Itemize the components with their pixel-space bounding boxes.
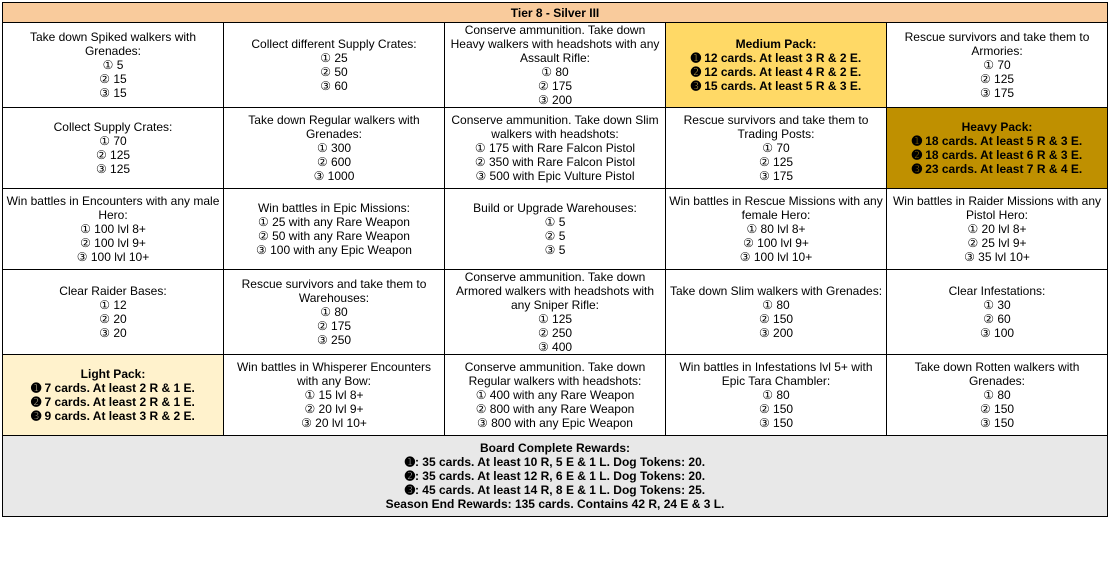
tier-3-goal: ③ 5 [544,243,566,257]
challenge-cell [3,108,224,189]
pack-tier-2: ➋ 18 cards. At least 6 R & 3 E. [911,148,1083,162]
tier-3-goal: ③ 175 [979,86,1015,100]
tier-2-goal: ② 20 [99,312,127,326]
pack-tier-1: ➊ 12 cards. At least 3 R & 2 E. [690,51,862,65]
tier-1-goal: ① 80 [541,65,569,79]
tier-1-goal: ① 70 [983,58,1011,72]
challenge-cell [224,23,445,108]
challenge-cell [3,270,224,355]
tier-2-goal: ② 15 [99,72,127,86]
tier-1-goal: ① 25 with any Rare Weapon [258,215,410,229]
challenge-cell [445,23,666,108]
board-row-4 [3,270,1108,355]
tier-2-goal: ② 100 lvl 9+ [743,236,809,250]
tier-3-goal: ③ 1000 [313,169,355,183]
tier-3-goal: ③ 200 [537,93,573,107]
tier-1-goal: ① 400 with any Rare Weapon [475,388,635,402]
tier-1-goal: ① 100 lvl 8+ [80,222,146,236]
tier-1-goal: ① 300 [316,141,352,155]
challenge-cell [3,189,224,270]
board-complete-row [3,436,1108,517]
tier-2-goal: ② 150 [758,402,794,416]
challenge-cell [445,189,666,270]
tier-2-goal: ② 600 [316,155,352,169]
tier-1-goal: ① 80 lvl 8+ [746,222,806,236]
reward-tier-3: ➌: 45 cards. At least 14 R, 8 E & 1 L. Dog Tokens: 25. [404,483,706,497]
tier-1-goal: ① 25 [320,51,348,65]
pack-title: Medium Pack: [735,37,817,51]
tier-3-goal: ③ 175 [758,169,794,183]
tier-2-goal: ② 50 [320,65,348,79]
challenge-cell [666,189,887,270]
pack-title: Heavy Pack: [961,120,1033,134]
tier-2-goal: ② 50 with any Rare Weapon [258,229,410,243]
tier-2-goal: ② 25 lvl 9+ [967,236,1027,250]
challenge-title: Clear Infestations: [948,284,1046,298]
light-pack-cell [3,355,224,436]
pack-tier-3: ➌ 15 cards. At least 5 R & 3 E. [690,79,862,93]
challenge-cell [887,23,1108,108]
pack-tier-3: ➌ 9 cards. At least 3 R & 2 E. [31,409,195,423]
heavy-pack-cell [887,108,1108,189]
challenge-cell [445,108,666,189]
board-complete-rewards [3,436,1108,517]
tier-2-goal: ② 125 [979,72,1015,86]
tier-3-goal: ③ 15 [99,86,127,100]
tier-3-goal: ③ 100 [979,326,1015,340]
challenge-title: Take down Regular walkers with Grenades: [248,113,420,141]
challenge-cell [3,23,224,108]
tier-3-goal: ③ 200 [758,326,794,340]
pack-tier-1: ➊ 7 cards. At least 2 R & 1 E. [31,381,195,395]
board-row-3 [3,189,1108,270]
tier-1-goal: ① 15 lvl 8+ [304,388,364,402]
tier-2-goal: ② 175 [316,319,352,333]
reward-board [2,2,1108,517]
tier-1-goal: ① 80 [983,388,1011,402]
tier-1-goal: ① 70 [99,134,127,148]
tier-3-goal: ③ 400 [537,340,573,354]
board-row-5 [3,355,1108,436]
pack-tier-2: ➋ 12 cards. At least 4 R & 2 E. [690,65,862,79]
tier-2-goal: ② 100 lvl 9+ [80,236,146,250]
challenge-title: Conserve ammunition. Take down Slim walkers with headshots: [451,113,659,141]
challenge-cell [224,189,445,270]
challenge-title: Rescue survivors and take them to Trading Posts: [683,113,869,141]
challenge-cell [445,355,666,436]
tier-3-goal: ③ 100 lvl 10+ [739,250,813,264]
pack-title: Light Pack: [80,367,146,381]
challenge-title: Build or Upgrade Warehouses: [473,201,637,215]
tier-title: Tier 8 - Silver III [3,3,1108,23]
challenge-cell [887,355,1108,436]
tier-2-goal: ② 800 with any Rare Weapon [475,402,635,416]
board-row-1 [3,23,1108,108]
challenge-title: Take down Rotten walkers with Grenades: [914,360,1080,388]
medium-pack-cell [666,23,887,108]
tier-3-goal: ③ 100 with any Epic Weapon [256,243,412,257]
tier-3-goal: ③ 20 [99,326,127,340]
tier-3-goal: ③ 800 with any Epic Weapon [477,416,633,430]
challenge-cell [666,355,887,436]
tier-3-goal: ③ 100 lvl 10+ [76,250,150,264]
challenge-title: Take down Slim walkers with Grenades: [669,284,883,298]
tier-1-goal: ① 80 [762,298,790,312]
tier-1-goal: ① 125 [537,312,573,326]
tier-3-goal: ③ 35 lvl 10+ [964,250,1030,264]
tier-3-goal: ③ 60 [320,79,348,93]
tier-1-goal: ① 12 [99,298,127,312]
tier-2-goal: ② 350 with Rare Falcon Pistol [474,155,636,169]
challenge-title: Rescue survivors and take them to Armories: [904,30,1090,58]
tier-3-goal: ③ 500 with Epic Vulture Pistol [475,169,635,183]
challenge-cell [887,270,1108,355]
season-end-rewards: Season End Rewards: 135 cards. Contains 42 R, 24 E & 3 L. [385,497,725,511]
reward-tier-2: ➋: 35 cards. At least 12 R, 6 E & 1 L. Dog Tokens: 20. [404,469,706,483]
tier-3-goal: ③ 125 [95,162,131,176]
tier-1-goal: ① 30 [983,298,1011,312]
tier-1-goal: ① 80 [320,305,348,319]
pack-tier-3: ➌ 23 cards. At least 7 R & 4 E. [911,162,1083,176]
challenge-title: Win battles in Infestations lvl 5+ with Epic Tara Chambler: [679,360,873,388]
challenge-title: Conserve ammunition. Take down Regular walkers with headshots: [464,360,646,388]
tier-3-goal: ③ 250 [316,333,352,347]
tier-1-goal: ① 80 [762,388,790,402]
challenge-cell [666,270,887,355]
board-row-2 [3,108,1108,189]
challenge-title: Rescue survivors and take them to Warehouses: [241,277,427,305]
reward-tier-1: ➊: 35 cards. At least 10 R, 5 E & 1 L. Dog Tokens: 20. [404,455,706,469]
tier-1-goal: ① 20 lvl 8+ [967,222,1027,236]
challenge-cell [666,108,887,189]
challenge-cell [224,108,445,189]
challenge-title: Take down Spiked walkers with Grenades: [29,30,197,58]
challenge-title: Win battles in Epic Missions: [257,201,411,215]
challenge-cell [445,270,666,355]
tier-2-goal: ② 60 [983,312,1011,326]
challenge-title: Conserve ammunition. Take down Armored walkers with headshots with any Sniper Rifle: [455,270,655,312]
tier-3-goal: ③ 150 [758,416,794,430]
tier-2-goal: ② 175 [537,79,573,93]
challenge-title: Collect different Supply Crates: [251,37,417,51]
tier-1-goal: ① 175 with Rare Falcon Pistol [474,141,636,155]
tier-2-goal: ② 5 [544,229,566,243]
tier-3-goal: ③ 150 [979,416,1015,430]
challenge-title: Win battles in Raider Missions with any Pistol Hero: [892,194,1102,222]
tier-2-goal: ② 125 [95,148,131,162]
tier-2-goal: ② 20 lvl 9+ [304,402,364,416]
challenge-cell [224,355,445,436]
tier-1-goal: ① 70 [762,141,790,155]
challenge-title: Conserve ammunition. Take down Heavy walkers with headshots with any Assault Rifle: [450,23,660,65]
pack-tier-1: ➊ 18 cards. At least 5 R & 3 E. [911,134,1083,148]
challenge-title: Win battles in Whisperer Encounters with any Bow: [236,360,432,388]
tier-2-goal: ② 125 [758,155,794,169]
tier-3-goal: ③ 20 lvl 10+ [301,416,367,430]
rewards-title: Board Complete Rewards: [479,441,631,455]
tier-header-row [3,3,1108,23]
challenge-cell [887,189,1108,270]
challenge-cell [224,270,445,355]
pack-tier-2: ➋ 7 cards. At least 2 R & 1 E. [31,395,195,409]
challenge-title: Win battles in Rescue Missions with any female Hero: [669,194,883,222]
challenge-title: Clear Raider Bases: [59,284,167,298]
tier-2-goal: ② 150 [979,402,1015,416]
tier-1-goal: ① 5 [102,58,124,72]
challenge-title: Collect Supply Crates: [53,120,173,134]
tier-1-goal: ① 5 [544,215,566,229]
tier-2-goal: ② 250 [537,326,573,340]
challenge-title: Win battles in Encounters with any male Hero: [6,194,220,222]
tier-2-goal: ② 150 [758,312,794,326]
